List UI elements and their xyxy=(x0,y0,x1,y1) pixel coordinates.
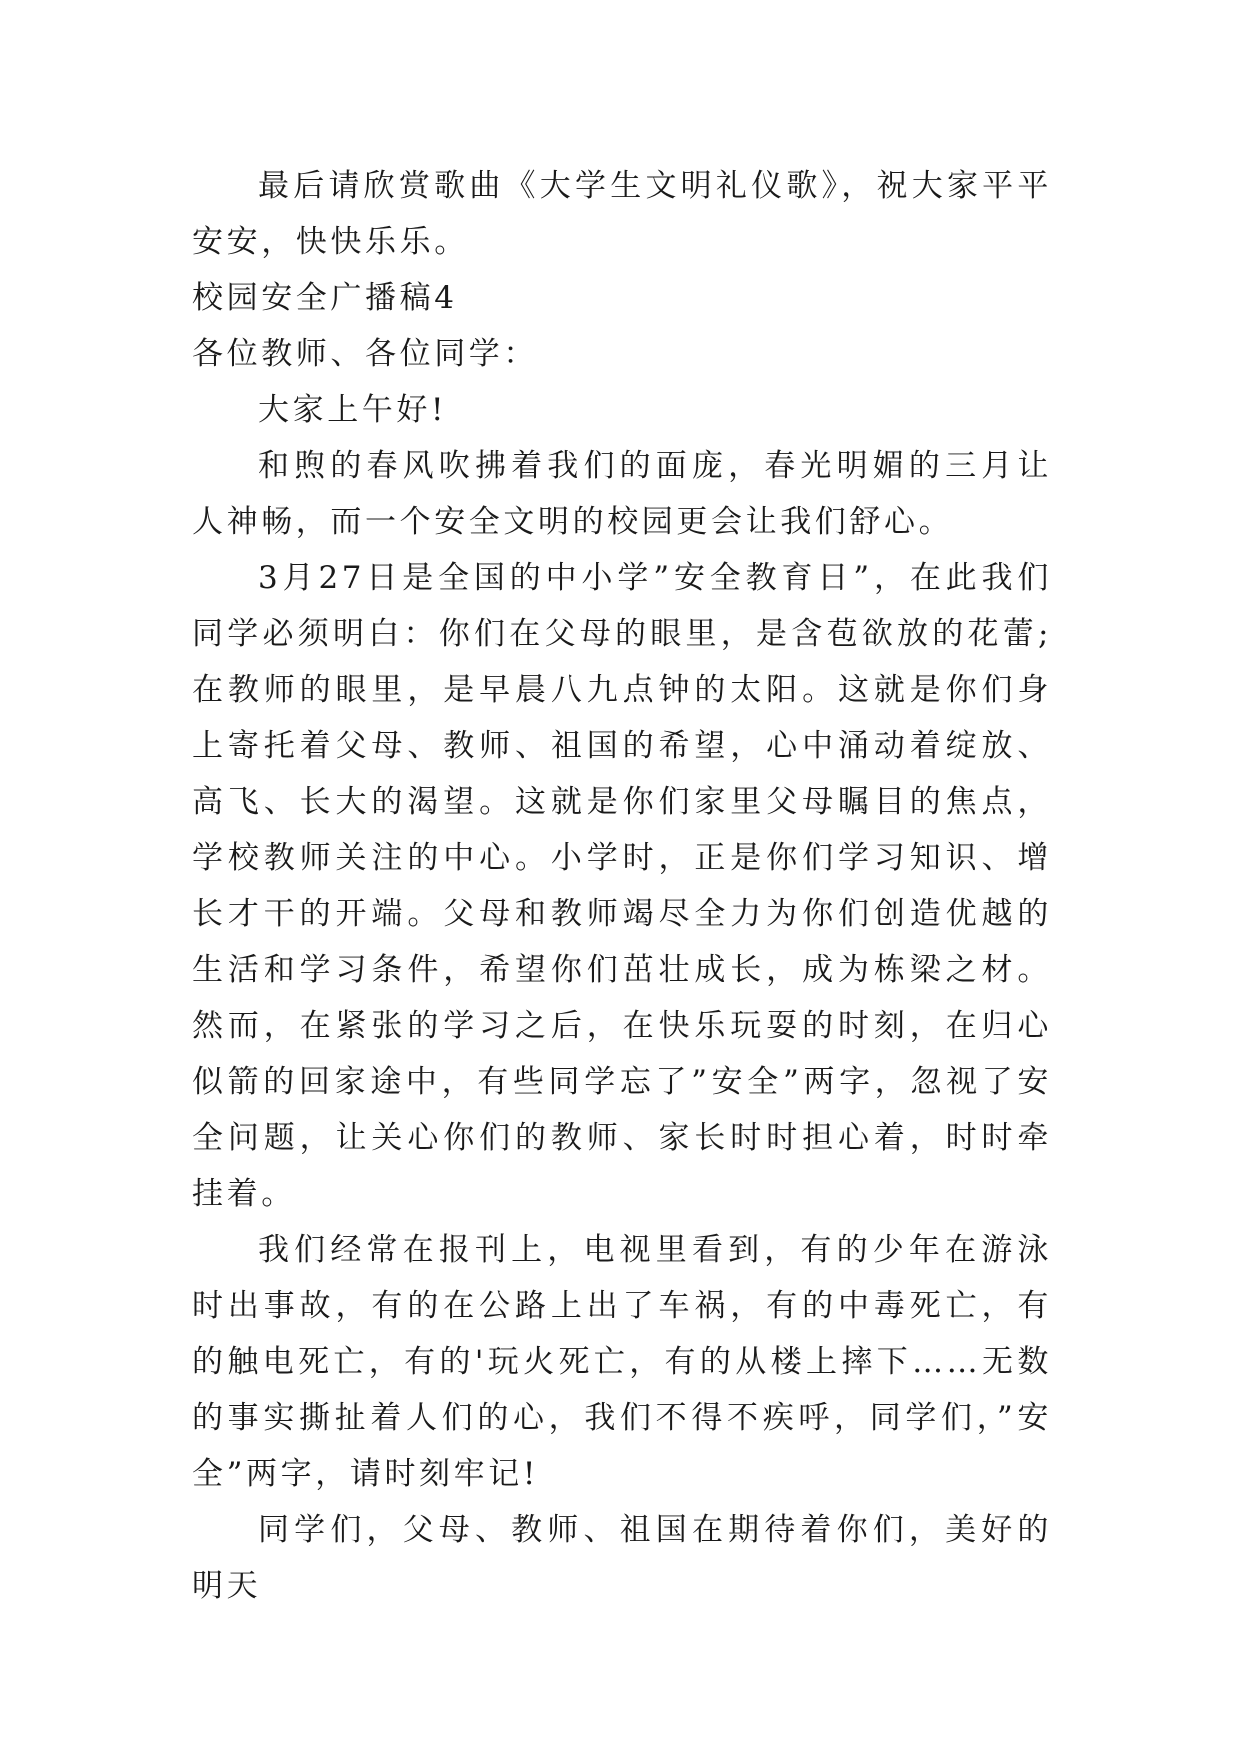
section-title: 校园安全广播稿4 xyxy=(192,280,458,316)
paragraph-expectation: 同学们，父母、教师、祖国在期待着你们，美好的明天 xyxy=(192,1512,1052,1604)
salutation: 各位教师、各位同学： xyxy=(192,336,538,372)
greeting: 大家上午好! xyxy=(258,392,448,428)
paragraph-intro: 和煦的春风吹拂着我们的面庞，春光明媚的三月让人神畅，而一个安全文明的校园更会让我们舒心。 xyxy=(192,448,1052,540)
document-body xyxy=(192,158,1052,1614)
paragraph-closing: 最后请欣赏歌曲《大学生文明礼仪歌》，祝大家平平安安，快快乐乐。 xyxy=(192,168,1052,260)
paragraph-accidents: 我们经常在报刊上，电视里看到，有的少年在游泳时出事故，有的在公路上出了车祸，有的中毒死亡，有的触电死亡，有的'玩火死亡，有的从楼上摔下……无数的事实撕扯着人们的心，我们不得不疾呼，同学们，”安全”两字，请时刻牢记! xyxy=(192,1232,1052,1492)
paragraph-safety-day: 3月27日是全国的中小学”安全教育日”，在此我们同学必须明白：你们在父母的眼里，是含苞欲放的花蕾;在教师的眼里，是早晨八九点钟的太阳。这就是你们身上寄托着父母、教师、祖国的希望，心中涌动着绽放、高飞、长大的渴望。这就是你们家里父母瞩目的焦点，学校教师关注的中心。小学时，正是你们学习知识、增长才干的开端。父母和教师竭尽全力为你们创造优越的生活和学习条件，希望你们茁壮成长，成为栋梁之材。然而，在紧张的学习之后，在快乐玩耍的时刻，在归心似箭的回家途中，有些同学忘了”安全”两字，忽视了安全问题，让关心你们的教师、家长时时担心着，时时牵挂着。 xyxy=(192,560,1052,1212)
